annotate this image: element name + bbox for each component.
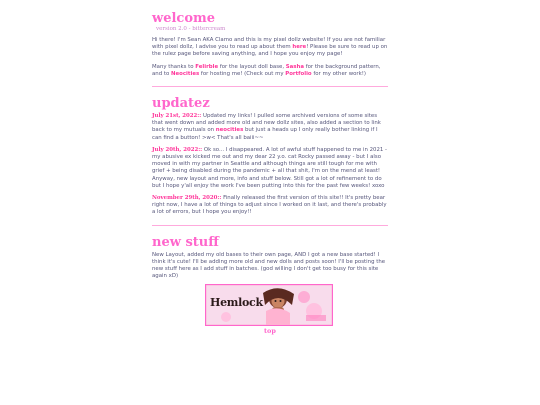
update-entry: July 20th, 2022:: Ok so... I disappeared. A lot of awful stuff happened to me in 2021 - my abusive ex kicked me out and my dear 22 y.o. cat Rocky passed away - but I also moved in with my partner in Seattle and although things are still tough for me with grief + being disabled during the pandemic + all that shit, I'm on the mend at least! Anyway, new layout and more, info and stuff below. Still got a lot of refinement to do but I hope y'all enjoy the work I've been putting into this for the past few weeks! xoxo bbox=[152, 146, 388, 189]
new-stuff-text: New Layout, added my old bases to their own page, AND I got a new base started! I think it's cute! I'll be adding more old and new dolls and posts soon! I'll be posting the new stuff here as I add stuff in batches. (god willing I don't get too busy for this site again xD) bbox=[152, 251, 386, 280]
banner-logo-text: Hemlock bbox=[210, 296, 263, 310]
welcome-thanks: Many thanks to Felirble for the layout doll base, Sasha for the background pattern, and to Neocities for hosting me! (Check out my Portfolio for my other work!) bbox=[152, 63, 381, 77]
portfolio-link[interactable]: Portfolio bbox=[285, 70, 312, 77]
here-link[interactable]: here bbox=[292, 44, 307, 51]
update-date: July 20th, 2022:: bbox=[152, 146, 203, 153]
site-banner[interactable] bbox=[205, 284, 333, 326]
version-subtitle: version 2.0 - bittercream bbox=[156, 26, 226, 32]
felirble-link[interactable]: Felirble bbox=[195, 63, 219, 70]
new-stuff-section bbox=[152, 236, 388, 281]
welcome-heading: welcome bbox=[152, 11, 216, 26]
top-link[interactable]: top bbox=[264, 327, 276, 336]
update-entry: November 29th, 2020:: Finally released the first version of this site!! It's pretty bear right now, I have a lot of things to adjust since I worked on it last, and there's probably a lot of errors, but I hope you enjoy!! bbox=[152, 195, 387, 216]
neocities-link[interactable]: Neocities bbox=[170, 70, 200, 77]
updatez-heading: updatez bbox=[152, 96, 210, 112]
neocities-mutuals-link[interactable]: neocities bbox=[215, 127, 244, 134]
update-date: November 29th, 2020:: bbox=[152, 195, 222, 202]
welcome-intro: Hi there! I'm Sean AKA Clamo and this is my pixel dollz website! If you are not familiar with pixel dollz, I advise you to read up about them here! Please be sure to read up on the rulez page before saving anything, and I hope you enjoy my page! bbox=[152, 37, 388, 58]
update-date: July 21st, 2022:: bbox=[152, 113, 202, 120]
new-stuff-heading: new stuff bbox=[152, 234, 219, 250]
sasha-link[interactable]: Sasha bbox=[285, 63, 304, 70]
update-entry: July 21st, 2022:: Updated my links! I pulled some archived versions of some sites that went down and added more old and new dollz sites, also added a section to link back to my mutuals on neocities but just a heads up I only really bother linking if I can find a button! >w< That's all baiii~~ bbox=[152, 113, 381, 141]
content-column bbox=[152, 12, 388, 335]
welcome-section bbox=[152, 12, 388, 78]
updatez-section bbox=[152, 97, 388, 217]
